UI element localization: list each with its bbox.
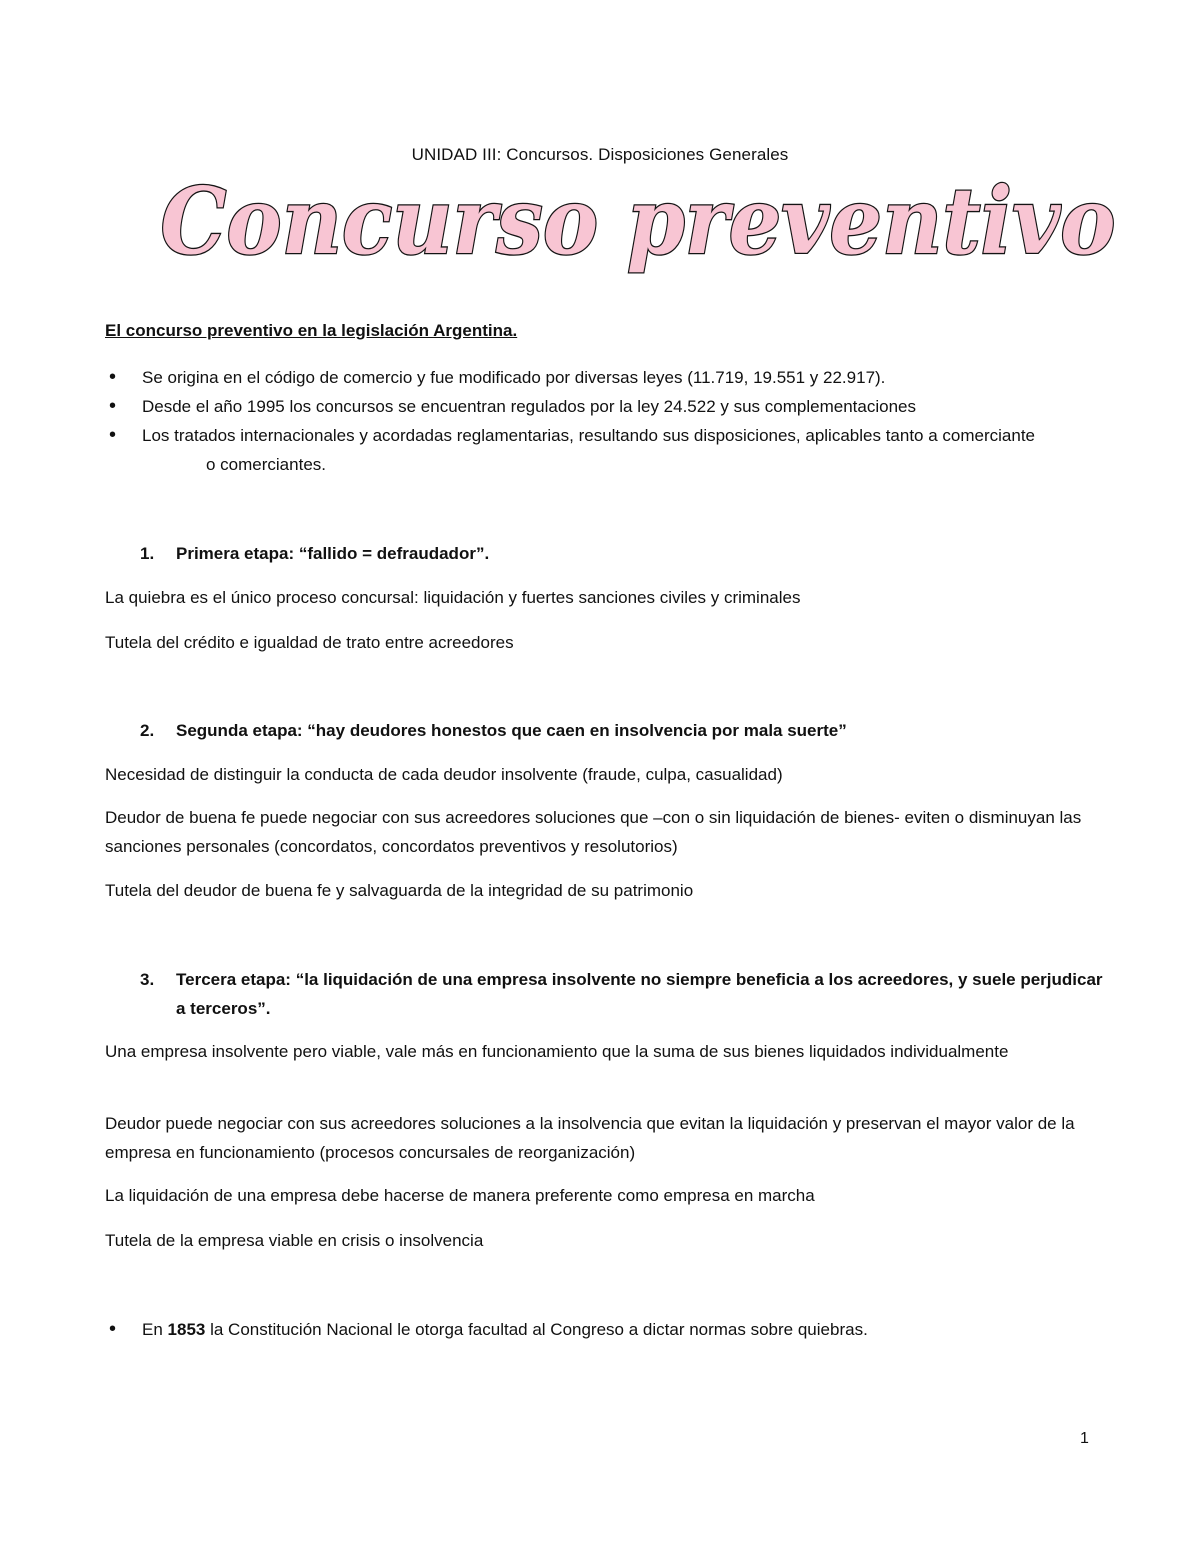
stage-number: 2. (140, 721, 155, 740)
bullet-prefix: En (142, 1320, 163, 1339)
stage-title: Segunda etapa: “hay deudores honestos que caen en insolvencia por mala suerte” (176, 721, 847, 740)
paragraph: Deudor puede negociar con sus acreedores soluciones a la insolvencia que evitan la liquidación y preservan el mayor valor de la empresa en funcionamiento (procesos concursales de reorganización) (105, 1114, 1075, 1162)
list-item (105, 421, 1095, 479)
stage-heading (140, 716, 1116, 745)
stage-title: Tercera etapa: “la liquidación de una empresa insolvente no siempre beneficia a los acreedores, y suele perjudicar a terceros”. (176, 970, 1103, 1018)
paragraph: Deudor de buena fe puede negociar con sus acreedores soluciones que –con o sin liquidación de bienes- eviten o disminuyan las sanciones personales (concordatos, concordatos preventivos y resolutorios) (105, 808, 1082, 856)
paragraph: Tutela del deudor de buena fe y salvaguarda de la integridad de su patrimonio (105, 881, 694, 900)
bullet-text-part: Los tratados internacionales y acordadas reglamentarias, resultando sus disposiciones, aplicables tanto a comerciante (142, 426, 1036, 445)
stage-title: Primera etapa: “fallido = defraudador”. (176, 544, 490, 563)
list-item (105, 1315, 1095, 1344)
list-item: • Desde el año 1995 los concursos se encuentran regulados por la ley 24.522 y sus complementaciones (105, 392, 1095, 421)
unit-title: UNIDAD III: Concursos. Disposiciones Generales (411, 145, 789, 164)
paragraph: La liquidación de una empresa debe hacerse de manera preferente como empresa en marcha (105, 1186, 815, 1205)
paragraph: La quiebra es el único proceso concursal: liquidación y fuertes sanciones civiles y criminales (105, 588, 801, 607)
intro-bullet-list (105, 363, 1095, 479)
year-highlight: 1853 (167, 1320, 206, 1339)
list-item: • Se origina en el código de comercio y fue modificado por diversas leyes (11.719, 19.551 y 22.917). (105, 363, 1095, 392)
paragraph: Tutela de la empresa viable en crisis o insolvencia (105, 1231, 484, 1250)
paragraph: Tutela del crédito e igualdad de trato entre acreedores (105, 633, 514, 652)
stage-heading (140, 539, 1116, 568)
section-heading: El concurso preventivo en la legislación Argentina. (105, 321, 518, 340)
hero-script-title (148, 158, 1128, 283)
paragraph: Una empresa insolvente pero viable, vale más en funcionamiento que la suma de sus bienes liquidados individualmente (105, 1042, 1009, 1061)
bullet-text-part: o comerciantes. (206, 455, 326, 474)
stage-number: 3. (140, 970, 155, 989)
paragraph: Necesidad de distinguir la conducta de cada deudor insolvente (fraude, culpa, casualidad) (105, 765, 783, 784)
hero-title-text: Concurso preventivo (160, 167, 1116, 275)
stage-number: 1. (140, 544, 155, 563)
bullet-rest: la Constitución Nacional le otorga facultad al Congreso a dictar normas sobre quiebras. (210, 1320, 868, 1339)
stage-heading (140, 965, 1116, 1023)
history-bullet-list (105, 1315, 1095, 1344)
page-number: 1 (1080, 1430, 1089, 1447)
